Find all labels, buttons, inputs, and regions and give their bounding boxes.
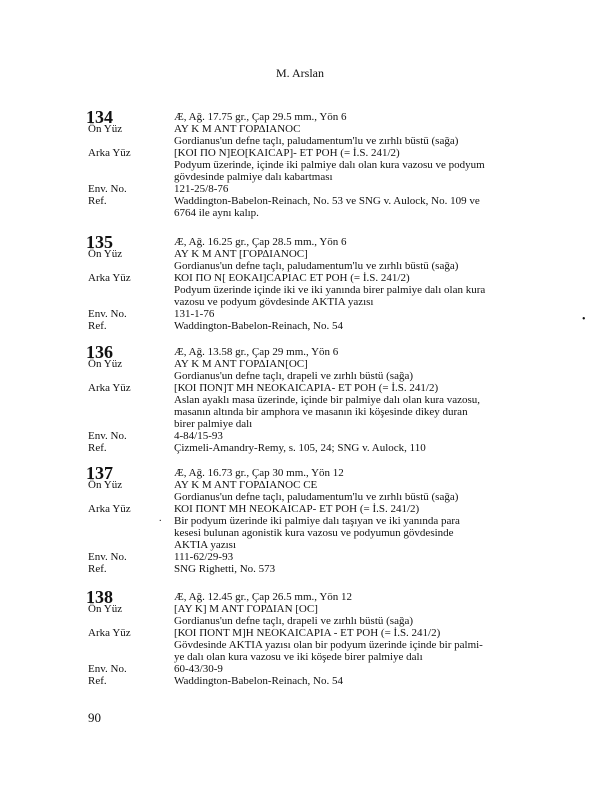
field-label: Arka Yüz <box>88 627 131 639</box>
field-label: Env. No. <box>88 551 127 563</box>
field-label: Ön Yüz <box>88 358 123 370</box>
field-text: [ΚΟΙ ΠΟΝ]Τ ΜΗ ΝΕΟΚΑΙCΑΡΙΑ- ΕΤ ΡΟΗ (= İ.S. 241/2) <box>174 382 439 394</box>
field-text: AY K M ANT ΓΟΡΔΙΑΝΟC CE <box>174 479 318 491</box>
entry-row <box>174 260 514 272</box>
entry-number: 137 <box>86 463 113 483</box>
field-text: Æ, Ağ. 16.25 gr., Çap 28.5 mm., Yön 6 <box>174 236 347 248</box>
field-text: 4-84/15-93 <box>174 430 223 442</box>
entry-row <box>174 236 514 248</box>
field-text: ΚΟΙ ΠΟ Ν[ ΕΟΚΑΙ]CΑΡΙΑC ΕΤ ΡΟΗ (= İ.S. 241/2) <box>174 272 410 284</box>
field-text: Waddington-Babelon-Reinach, No. 53 ve SNG v. Aulock, No. 109 ve <box>174 195 480 207</box>
entry-row <box>174 111 514 123</box>
field-label <box>88 539 174 551</box>
field-text: ΚΟΙ ΠΟΝΤ ΜΗ ΝΕΟΚΑΙCΑΡ- ΕΤ ΡΟΗ (= İ.S. 241/2) <box>174 503 420 515</box>
entry-row <box>88 563 514 575</box>
field-text: SNG Righetti, No. 573 <box>174 563 276 575</box>
field-label: Ref. <box>88 442 107 454</box>
entry-row <box>88 603 514 615</box>
field-text: Æ, Ağ. 12.45 gr., Çap 26.5 mm., Yön 12 <box>174 591 353 603</box>
field-label <box>88 207 174 219</box>
entry-row <box>88 123 514 135</box>
entry-row <box>88 183 514 195</box>
entry-row <box>174 615 514 627</box>
entry-row <box>88 195 514 207</box>
entry-row <box>174 515 514 527</box>
field-text: Waddington-Babelon-Reinach, No. 54 <box>174 675 343 687</box>
field-text: Gordianus'un defne taçlı, paludamentum'lu ve zırhlı büstü (sağa) <box>174 491 459 503</box>
entry-row <box>174 346 514 358</box>
stray-mark: • <box>582 314 586 325</box>
field-label <box>88 171 174 183</box>
field-text: ye dalı olan kura vazosu ve iki köşede birer palmiye dalı <box>174 651 423 663</box>
page-number: 90 <box>88 710 101 725</box>
field-label <box>88 394 174 406</box>
field-label <box>88 159 174 171</box>
running-header: M. Arslan <box>276 66 324 80</box>
entry-row <box>88 147 514 159</box>
field-label <box>88 370 174 382</box>
field-text: AY K M ANT ΓΟΡΔΙΑΝΟC <box>174 123 301 135</box>
entry-number: 135 <box>86 232 113 252</box>
field-label: Ön Yüz <box>88 479 123 491</box>
stray-mark: . <box>159 513 162 524</box>
field-label: Arka Yüz <box>88 382 131 394</box>
field-text: [AY K] M ANT ΓΟΡΔΙΑΝ [ΟC] <box>174 603 318 615</box>
field-text: vazosu ve podyum gövdesinde AKTIA yazısı <box>174 296 374 308</box>
field-text: Gordianus'un defne taçlı, drapeli ve zırhlı büstü (sağa) <box>174 615 414 627</box>
entry-row <box>174 639 514 651</box>
field-label: Arka Yüz <box>88 272 131 284</box>
field-text: gövdesinde palmiye dalı kabartması <box>174 171 333 183</box>
catalogue-entry <box>86 463 514 575</box>
field-label <box>88 418 174 430</box>
field-label <box>88 260 174 272</box>
field-text: Æ, Ağ. 13.58 gr., Çap 29 mm., Yön 6 <box>174 346 339 358</box>
field-label <box>88 406 174 418</box>
entry-row <box>174 284 514 296</box>
field-text: 111-62/29-93 <box>174 551 234 563</box>
entry-row <box>174 651 514 663</box>
entry-row <box>88 272 514 284</box>
field-label: Ref. <box>88 320 107 332</box>
entry-row <box>174 467 514 479</box>
entry-number: 136 <box>86 342 113 362</box>
field-text: Gövdesinde AKTIA yazısı olan bir podyum üzerinde içinde bir palmi- <box>174 639 483 651</box>
field-label <box>88 491 174 503</box>
entry-row <box>174 370 514 382</box>
catalogue-entry <box>86 587 514 687</box>
field-label: Env. No. <box>88 183 127 195</box>
field-text: [KOI ΠΟ Ν]ΕΟ[ΚΑΙCΑΡ]- ΕΤ ΡΟΗ (= İ.S. 241/2) <box>174 147 400 159</box>
field-label: Ref. <box>88 195 107 207</box>
entry-row <box>88 442 514 454</box>
field-label: Env. No. <box>88 308 127 320</box>
field-text: Gordianus'un defne taçlı, paludamentum'lu ve zırhlı büstü (sağa) <box>174 135 459 147</box>
field-label: Arka Yüz <box>88 147 131 159</box>
field-label <box>88 651 174 663</box>
entry-row <box>88 663 514 675</box>
entry-row <box>174 591 514 603</box>
field-text: masanın altında bir amphora ve masanın iki köşesinde dikey duran <box>174 406 468 418</box>
entry-row <box>174 406 514 418</box>
entry-row <box>174 159 514 171</box>
field-text: Bir podyum üzerinde iki palmiye dalı taşıyan ve iki yanında para <box>174 515 460 527</box>
field-label: Arka Yüz <box>88 503 131 515</box>
entry-row <box>88 551 514 563</box>
field-label <box>88 284 174 296</box>
field-text: Æ, Ağ. 16.73 gr., Çap 30 mm., Yön 12 <box>174 467 344 479</box>
entry-row <box>174 418 514 430</box>
catalogue-entry <box>86 107 514 219</box>
field-label <box>88 639 174 651</box>
entry-row <box>174 171 514 183</box>
field-text: birer palmiye dalı <box>174 418 253 430</box>
field-text: Waddington-Babelon-Reinach, No. 54 <box>174 320 343 332</box>
field-label <box>88 296 174 308</box>
field-label <box>88 135 174 147</box>
field-label: Ref. <box>88 563 107 575</box>
field-text: Aslan ayaklı masa üzerinde, içinde bir palmiye dalı olan kura vazosu, <box>174 394 481 406</box>
field-text: Podyum üzerinde içinde iki ve iki yanında birer palmiye dalı olan kura <box>174 284 486 296</box>
entry-row <box>88 479 514 491</box>
field-label: Ön Yüz <box>88 123 123 135</box>
entry-number: 138 <box>86 587 113 607</box>
catalogue-entry <box>86 342 514 454</box>
field-text: AY K M ANT ΓΟΡΔΙΑΝ[ΟC] <box>174 358 308 370</box>
field-label: Ön Yüz <box>88 603 123 615</box>
entry-row <box>174 296 514 308</box>
field-label: Ön Yüz <box>88 248 123 260</box>
field-text: Çizmeli-Amandry-Remy, s. 105, 24; SNG v. Aulock, 110 <box>174 442 426 454</box>
field-text: Gordianus'un defne taçlı, drapeli ve zırhlı büstü (sağa) <box>174 370 414 382</box>
field-text: [ΚΟΙ ΠΟΝΤ Μ]Η ΝΕΟΚΑΙCΑΡΙΑ - ΕΤ ΡΟΗ (= İ.S. 241/2) <box>174 627 441 639</box>
field-text: AKTIA yazısı <box>174 539 237 551</box>
field-text: 60-43/30-9 <box>174 663 223 675</box>
field-text: Gordianus'un defne taçlı, paludamentum'lu ve zırhlı büstü (sağa) <box>174 260 459 272</box>
entry-row <box>174 539 514 551</box>
entry-row <box>88 382 514 394</box>
entry-row <box>88 248 514 260</box>
field-label <box>88 615 174 627</box>
entry-row <box>88 503 514 515</box>
field-label: Ref. <box>88 675 107 687</box>
entry-row <box>174 394 514 406</box>
entry-row <box>88 627 514 639</box>
field-label: Env. No. <box>88 430 127 442</box>
entry-row <box>88 430 514 442</box>
field-text: Podyum üzerinde, içinde iki palmiye dalı olan kura vazosu ve podyum <box>174 159 485 171</box>
entry-row <box>88 320 514 332</box>
field-text: kesesi bulunan agonistik kura vazosu ve podyumun gövdesinde <box>174 527 454 539</box>
entry-row <box>88 675 514 687</box>
catalogue-entry <box>86 232 514 332</box>
field-label: Env. No. <box>88 663 127 675</box>
entry-row <box>174 527 514 539</box>
field-text: Æ, Ağ. 17.75 gr., Çap 29.5 mm., Yön 6 <box>174 111 347 123</box>
entry-row <box>88 358 514 370</box>
entry-number: 134 <box>86 107 113 127</box>
entry-row <box>174 135 514 147</box>
field-text: 131-1-76 <box>174 308 215 320</box>
field-text: 6764 ile aynı kalıp. <box>174 207 259 219</box>
field-text: AY K M ANT [ΓΟΡΔΙΑΝΟC] <box>174 248 308 260</box>
field-text: 121-25/8-76 <box>174 183 229 195</box>
entry-row <box>174 491 514 503</box>
entry-row <box>88 308 514 320</box>
field-label <box>88 527 174 539</box>
entry-row <box>174 207 514 219</box>
